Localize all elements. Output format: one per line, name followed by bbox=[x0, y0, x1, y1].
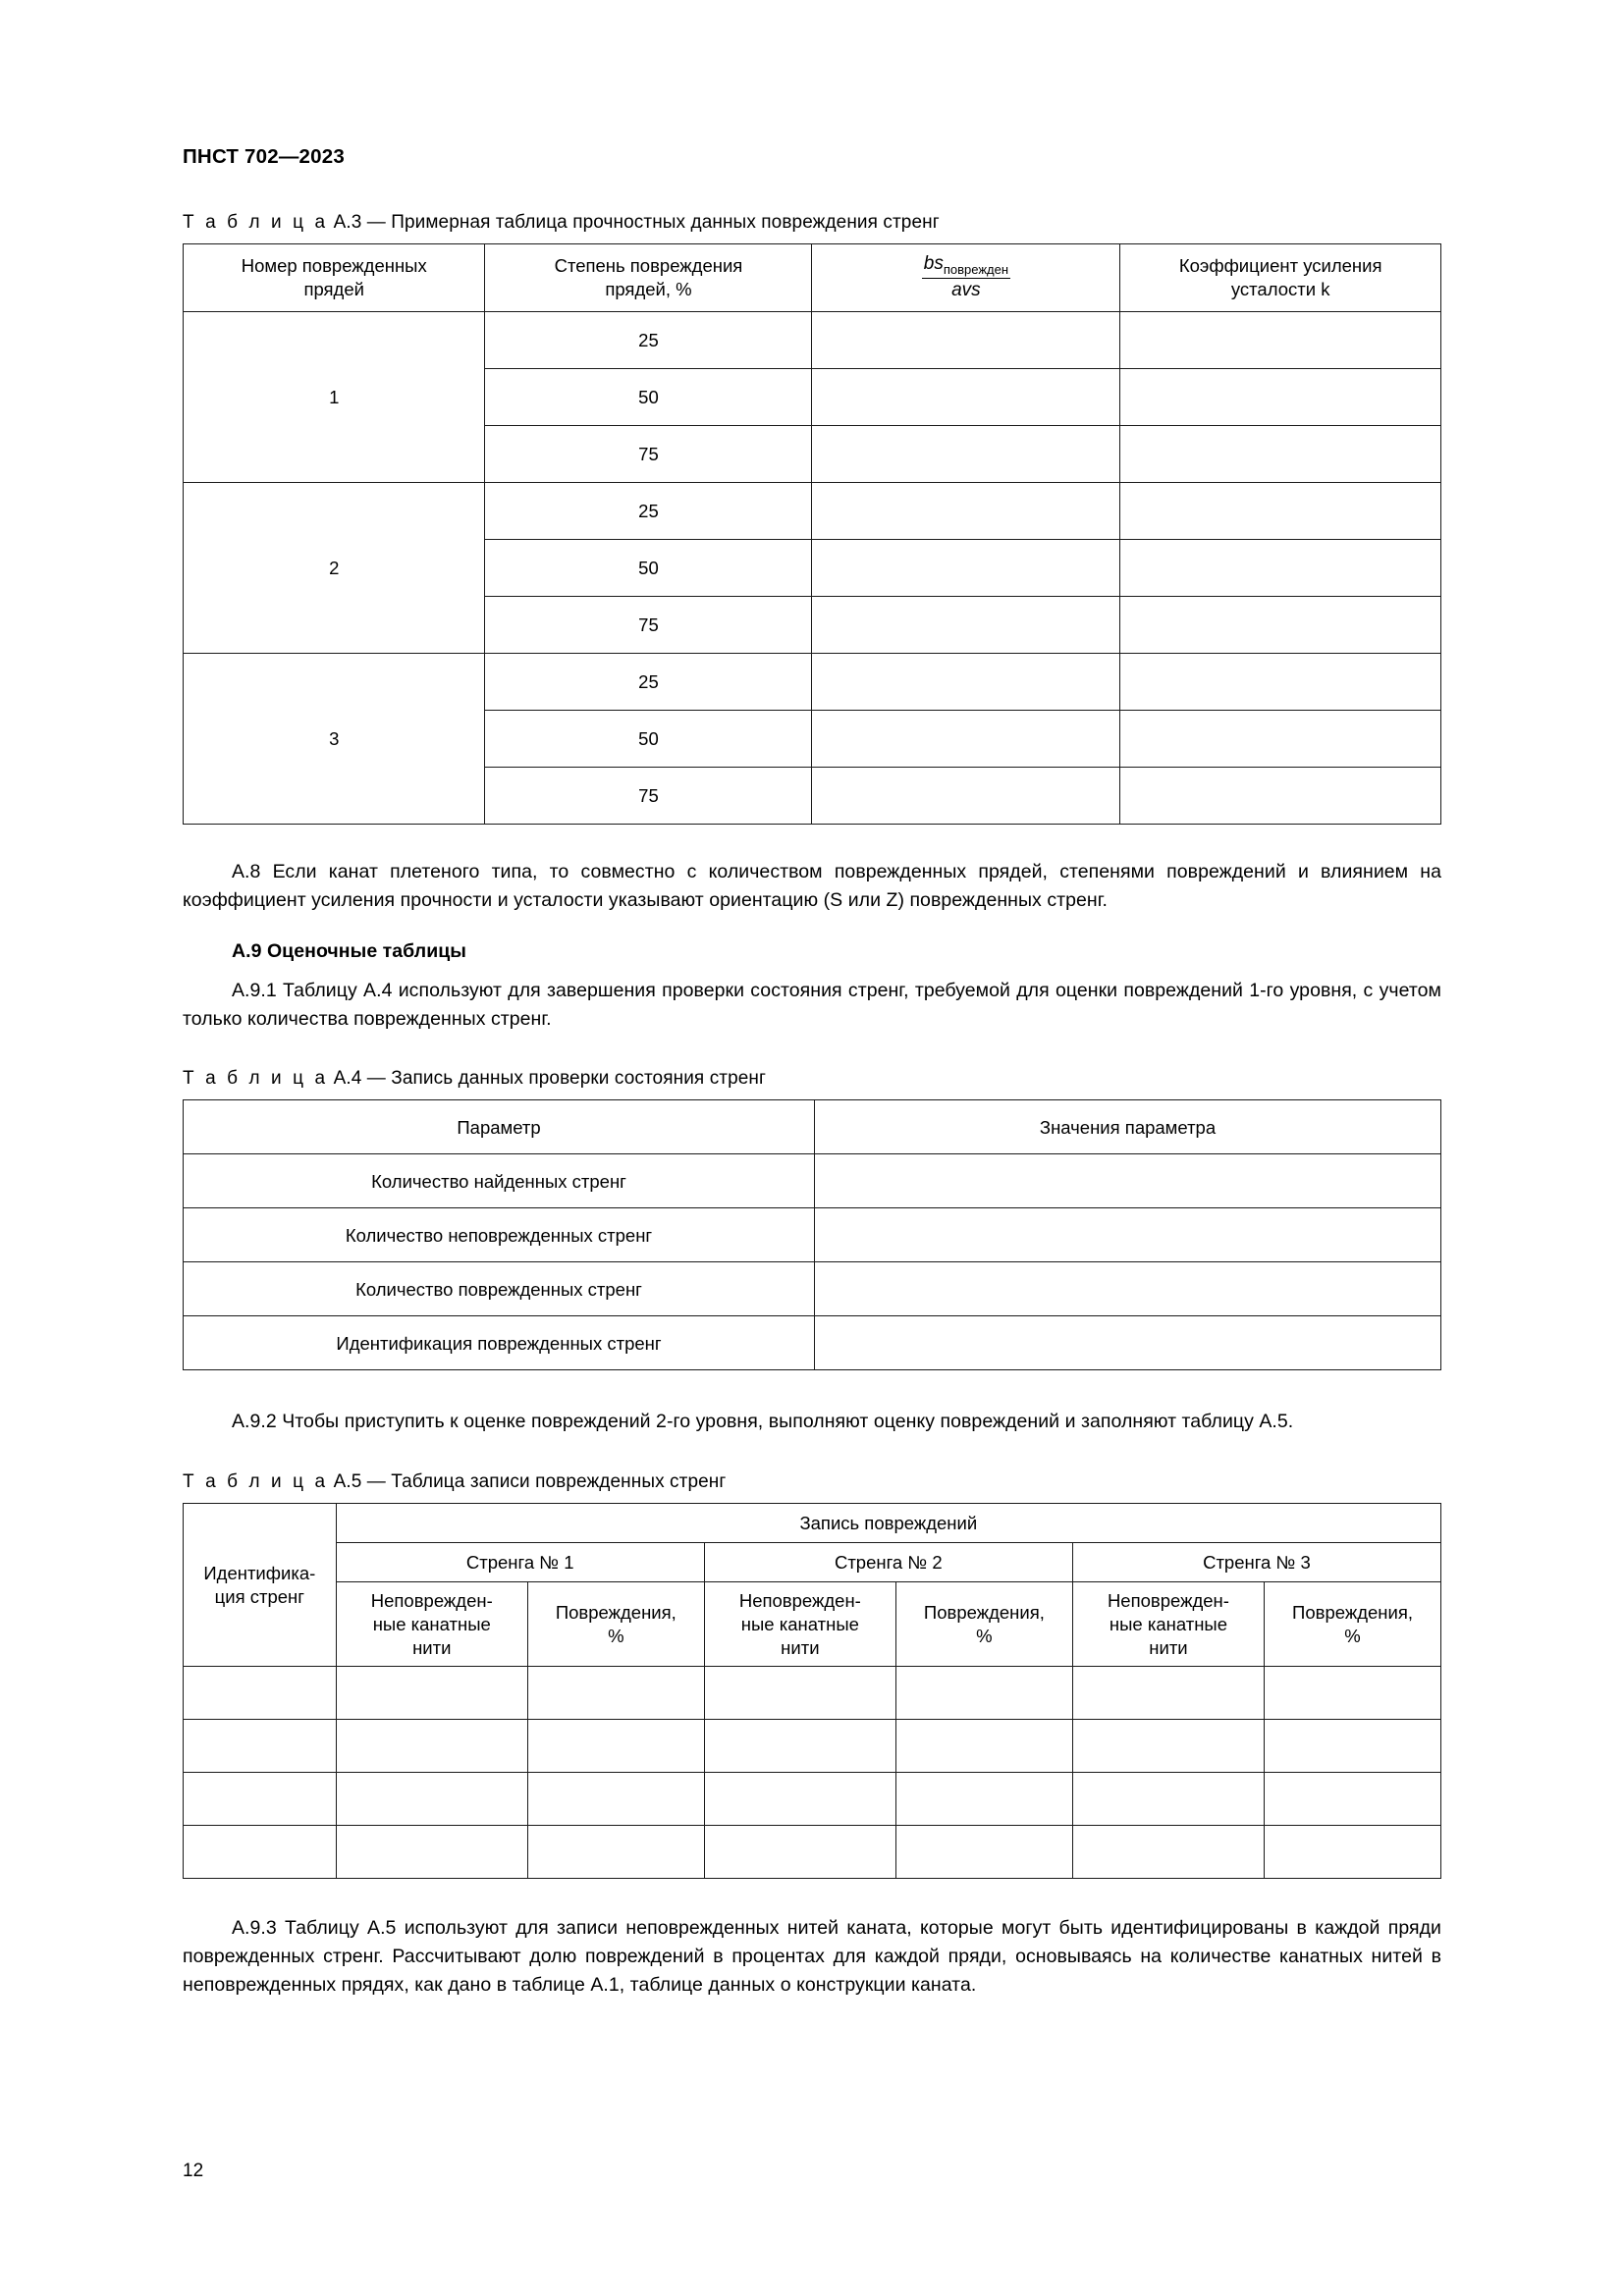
heading-a9: А.9 Оценочные таблицы bbox=[232, 939, 467, 962]
table-a5-header-row-3 bbox=[184, 1582, 1441, 1667]
table-a5-header-row-1 bbox=[184, 1504, 1441, 1543]
table-a3-ratio-cell bbox=[812, 483, 1120, 540]
table-a4-header-parameter: Параметр bbox=[184, 1100, 815, 1154]
table-a5-cell[interactable] bbox=[1265, 1720, 1441, 1773]
table-a3-caption-prefix: Т а б л и ц а bbox=[183, 212, 329, 233]
header-line: ные канатные bbox=[1109, 1613, 1227, 1634]
table-a3-degree-value: 50 bbox=[485, 540, 812, 597]
table-a5-cell[interactable] bbox=[1265, 1667, 1441, 1720]
table-a5-cell[interactable] bbox=[895, 1773, 1072, 1826]
table-a5-subheader-damage-2 bbox=[895, 1582, 1072, 1667]
table-a5-cell[interactable] bbox=[704, 1720, 895, 1773]
table-a4-param-value[interactable] bbox=[815, 1316, 1441, 1370]
table-a5-cell[interactable] bbox=[1072, 1773, 1264, 1826]
header-line: Неповрежден- bbox=[738, 1590, 861, 1612]
paragraph-a9-3: А.9.3 Таблицу А.5 используют для записи неповрежденных нитей каната, которые могут быть идентифицированы в каждой пряди поврежденных стренг. Рассчитывают долю повреждений в процентах для каждой пряди, основываясь на количестве канатных нитей в неповрежденных прядях, как дано в таблице А.1, таблице данных о конструкции каната. bbox=[183, 1917, 1441, 1997]
header-line: Повреждения, bbox=[555, 1602, 677, 1624]
header-line: Идентифика- bbox=[203, 1563, 316, 1584]
table-a4-param-value[interactable] bbox=[815, 1208, 1441, 1262]
table-a3-ratio-cell bbox=[812, 312, 1120, 369]
table-row bbox=[184, 1208, 1441, 1262]
table-a4-header-value: Значения параметра bbox=[815, 1100, 1441, 1154]
table-a3-factor-cell bbox=[1120, 312, 1441, 369]
table-a5-cell[interactable] bbox=[704, 1826, 895, 1879]
table-a5 bbox=[183, 1503, 1441, 1879]
table-a5-header-strand-1: Стренга № 1 bbox=[336, 1543, 704, 1582]
header-line: прядей bbox=[303, 279, 364, 299]
header-line: % bbox=[1344, 1625, 1361, 1646]
table-a4-caption-prefix: Т а б л и ц а bbox=[183, 1068, 329, 1090]
table-a3-degree-value: 25 bbox=[485, 483, 812, 540]
table-a3-factor-cell bbox=[1120, 654, 1441, 711]
table-a3-ratio-cell bbox=[812, 426, 1120, 483]
fraction-numerator-subscript: поврежден bbox=[943, 262, 1009, 278]
header-line: ция стренг bbox=[214, 1585, 304, 1607]
table-a4 bbox=[183, 1099, 1441, 1370]
table-row bbox=[184, 1667, 1441, 1720]
table-a4-param-label: Количество найденных стренг bbox=[184, 1154, 815, 1208]
table-a5-cell[interactable] bbox=[336, 1773, 527, 1826]
header-line: Коэффициент усиления bbox=[1178, 255, 1382, 277]
header-line: Повреждения, bbox=[1292, 1602, 1413, 1624]
table-row bbox=[184, 483, 1441, 540]
table-a3-degree-value: 75 bbox=[485, 597, 812, 654]
table-a4-param-label: Идентификация поврежденных стренг bbox=[184, 1316, 815, 1370]
table-a3-group-number: 3 bbox=[184, 654, 485, 825]
table-row bbox=[184, 1720, 1441, 1773]
table-a5-caption-prefix: Т а б л и ц а bbox=[183, 1471, 329, 1493]
fraction-numerator-base: bs bbox=[923, 253, 944, 275]
header-line: % bbox=[976, 1625, 993, 1646]
table-a5-header-identification bbox=[184, 1504, 337, 1667]
table-a3-degree-value: 50 bbox=[485, 369, 812, 426]
table-a3-ratio-cell bbox=[812, 711, 1120, 768]
fraction-denominator: avs bbox=[951, 280, 981, 301]
table-row bbox=[184, 1316, 1441, 1370]
table-a5-cell[interactable] bbox=[184, 1773, 337, 1826]
table-row bbox=[184, 1262, 1441, 1316]
table-a3-caption bbox=[183, 212, 1441, 234]
table-row bbox=[184, 654, 1441, 711]
table-a3-header-row bbox=[184, 244, 1441, 312]
table-a3-header-ratio-formula bbox=[812, 244, 1120, 312]
table-a3-factor-cell bbox=[1120, 711, 1441, 768]
table-row bbox=[184, 1773, 1441, 1826]
paragraph-a9-1: А.9.1 Таблицу А.4 используют для завершения проверки состояния стренг, требуемой для оценки повреждений 1-го уровня, с учетом только количества поврежденных стренг. bbox=[183, 979, 1441, 1030]
table-a5-cell[interactable] bbox=[336, 1826, 527, 1879]
table-a3-header-fatigue-factor bbox=[1120, 244, 1441, 312]
table-a5-caption-text: А.5 — Таблица записи поврежденных стренг bbox=[333, 1471, 727, 1493]
table-a5-caption bbox=[183, 1471, 1441, 1493]
header-line: нити bbox=[412, 1636, 452, 1658]
table-a5-cell[interactable] bbox=[336, 1667, 527, 1720]
table-a3-ratio-cell bbox=[812, 540, 1120, 597]
header-line: Степень повреждения bbox=[554, 255, 743, 277]
table-a5-subheader-undamaged-1 bbox=[336, 1582, 527, 1667]
table-a3-group-number: 2 bbox=[184, 483, 485, 654]
table-a3-degree-value: 75 bbox=[485, 426, 812, 483]
header-line: Повреждения, bbox=[923, 1602, 1045, 1624]
table-a3-ratio-cell bbox=[812, 654, 1120, 711]
table-row bbox=[184, 1154, 1441, 1208]
table-a3-header-damage-degree bbox=[485, 244, 812, 312]
header-line: нити bbox=[1149, 1636, 1188, 1658]
table-a3-degree-value: 75 bbox=[485, 768, 812, 825]
table-a5-cell[interactable] bbox=[184, 1826, 337, 1879]
table-row bbox=[184, 1826, 1441, 1879]
page-number: 12 bbox=[183, 2161, 204, 2181]
header-line: % bbox=[608, 1625, 624, 1646]
table-a5-cell[interactable] bbox=[1072, 1720, 1264, 1773]
fraction bbox=[922, 253, 1010, 302]
header-line: Неповрежден- bbox=[370, 1590, 493, 1612]
header-line: ные канатные bbox=[372, 1613, 491, 1634]
table-a5-cell[interactable] bbox=[895, 1826, 1072, 1879]
table-a3-header-damaged-strand-number bbox=[184, 244, 485, 312]
fraction-numerator bbox=[922, 253, 1010, 279]
table-a5-cell[interactable] bbox=[704, 1667, 895, 1720]
table-a5-cell[interactable] bbox=[527, 1826, 704, 1879]
table-a5-header-strand-3: Стренга № 3 bbox=[1072, 1543, 1440, 1582]
header-line: Номер поврежденных bbox=[241, 255, 427, 277]
table-a4-param-value[interactable] bbox=[815, 1262, 1441, 1316]
table-a3-degree-value: 25 bbox=[485, 312, 812, 369]
table-a5-cell[interactable] bbox=[184, 1720, 337, 1773]
table-a5-cell[interactable] bbox=[184, 1667, 337, 1720]
table-a3-caption-text: А.3 — Примерная таблица прочностных данных повреждения стренг bbox=[333, 212, 940, 233]
table-a5-cell[interactable] bbox=[895, 1667, 1072, 1720]
table-a5-subheader-undamaged-2 bbox=[704, 1582, 895, 1667]
page-header: ПНСТ 702—2023 bbox=[183, 145, 345, 168]
table-a5-cell[interactable] bbox=[1072, 1826, 1264, 1879]
table-a3-ratio-cell bbox=[812, 369, 1120, 426]
table-a5-cell[interactable] bbox=[895, 1720, 1072, 1773]
table-a4-header-row bbox=[184, 1100, 1441, 1154]
table-a5-header-row-2 bbox=[184, 1543, 1441, 1582]
table-a4-caption bbox=[183, 1068, 1441, 1090]
table-a3-ratio-cell bbox=[812, 597, 1120, 654]
header-line: ные канатные bbox=[740, 1613, 859, 1634]
paragraph-a8: А.8 Если канат плетеного типа, то совместно с количеством поврежденных прядей, степенями повреждений и влиянием на коэффициент усиления прочности и усталости указывают ориентацию (S или Z) поврежденных стренг. bbox=[183, 861, 1441, 911]
header-line: прядей, % bbox=[605, 279, 692, 299]
table-a4-param-value[interactable] bbox=[815, 1154, 1441, 1208]
table-a3-factor-cell bbox=[1120, 426, 1441, 483]
table-a4-caption-text: А.4 — Запись данных проверки состояния стренг bbox=[333, 1068, 767, 1090]
table-a4-param-label: Количество поврежденных стренг bbox=[184, 1262, 815, 1316]
header-line: нити bbox=[781, 1636, 820, 1658]
table-a5-subheader-damage-3 bbox=[1265, 1582, 1441, 1667]
table-a5-cell[interactable] bbox=[704, 1773, 895, 1826]
table-a3 bbox=[183, 243, 1441, 825]
table-a3-factor-cell bbox=[1120, 540, 1441, 597]
table-a5-header-damage-record: Запись повреждений bbox=[336, 1504, 1440, 1543]
table-a3-ratio-cell bbox=[812, 768, 1120, 825]
table-a5-cell[interactable] bbox=[1265, 1826, 1441, 1879]
table-a5-cell[interactable] bbox=[336, 1720, 527, 1773]
paragraph-a9-2: А.9.2 Чтобы приступить к оценке повреждений 2-го уровня, выполняют оценку повреждений и заполняют таблицу А.5. bbox=[232, 1411, 1294, 1433]
table-a5-cell[interactable] bbox=[527, 1667, 704, 1720]
table-row bbox=[184, 312, 1441, 369]
table-a3-degree-value: 50 bbox=[485, 711, 812, 768]
header-line: Неповрежден- bbox=[1107, 1590, 1229, 1612]
table-a3-factor-cell bbox=[1120, 597, 1441, 654]
header-line: усталости k bbox=[1230, 279, 1330, 299]
table-a3-factor-cell bbox=[1120, 768, 1441, 825]
table-a5-cell[interactable] bbox=[527, 1720, 704, 1773]
table-a3-degree-value: 25 bbox=[485, 654, 812, 711]
table-a3-factor-cell bbox=[1120, 369, 1441, 426]
table-a5-cell[interactable] bbox=[1265, 1773, 1441, 1826]
table-a5-subheader-undamaged-3 bbox=[1072, 1582, 1264, 1667]
table-a3-factor-cell bbox=[1120, 483, 1441, 540]
table-a5-subheader-damage-1 bbox=[527, 1582, 704, 1667]
table-a5-cell[interactable] bbox=[1072, 1667, 1264, 1720]
table-a5-cell[interactable] bbox=[527, 1773, 704, 1826]
table-a4-param-label: Количество неповрежденных стренг bbox=[184, 1208, 815, 1262]
table-a5-header-strand-2: Стренга № 2 bbox=[704, 1543, 1072, 1582]
table-a3-group-number: 1 bbox=[184, 312, 485, 483]
